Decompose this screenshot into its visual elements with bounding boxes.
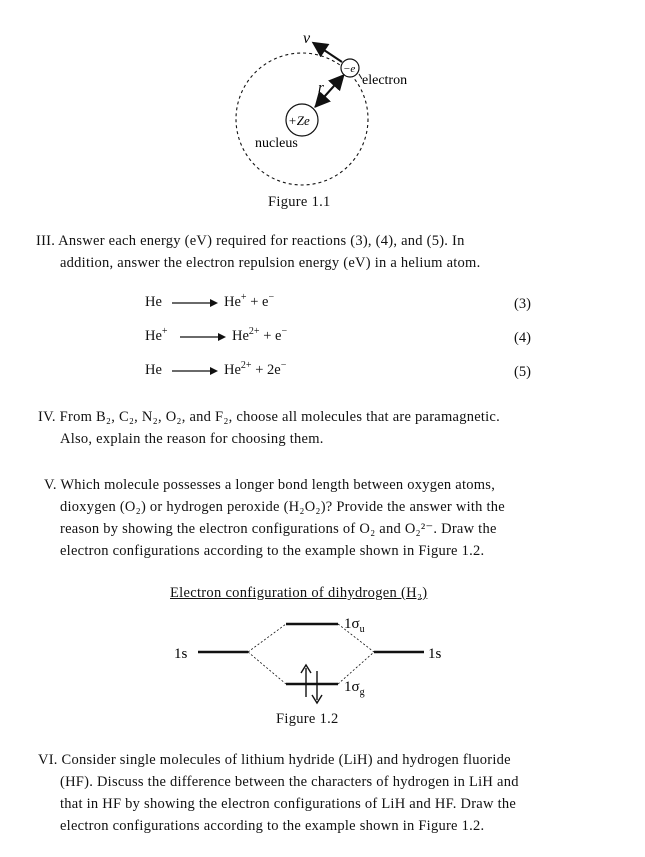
reaction-rhs: $He^{2+} + 2e^-$ (224, 360, 287, 378)
q6-line-2: (HF). Discuss the difference between the characters of hydrogen in LiH and (60, 774, 519, 790)
radius-label: r (318, 80, 324, 96)
reaction-lhs: He (145, 294, 162, 310)
q3-line-2: addition, answer the electron repulsion energy (eV) in a helium atom. (60, 255, 481, 271)
nucleus-label: nucleus (255, 136, 298, 151)
reaction-rhs: He+ + e− (224, 292, 275, 310)
left-1s-label: 1s (174, 646, 188, 662)
antibonding-label: $1\sigma_u$ (344, 616, 365, 635)
q3-line-1: III. Answer each energy (eV) required for reactions (3), (4), and (5). In (36, 233, 465, 249)
q4-line-2: Also, explain the reason for choosing them. (60, 431, 324, 447)
spin-down-arrow (312, 671, 322, 703)
figure-1-2 (0, 605, 645, 710)
velocity-arrow (315, 44, 342, 62)
equation-number: (5) (514, 364, 531, 380)
q6-line-3: that in HF by showing the electron configurations of LiH and HF. Draw the (60, 796, 517, 812)
equation-number: (3) (514, 296, 531, 312)
figure-1-2-caption: Figure 1.2 (276, 711, 339, 727)
bonding-label: $1\sigma_g$ (344, 679, 365, 698)
q5-line-3: reason by showing the electron configurations of O₂ and O₂²⁻. Draw the (60, 521, 497, 537)
velocity-label: v (303, 30, 311, 47)
q5-line-2: dioxygen (O₂) or hydrogen peroxide (H₂O₂)? Provide the answer with the (60, 499, 505, 515)
equation-number: (4) (514, 330, 531, 346)
q5-line-1: V. Which molecule possesses a longer bond length between oxygen atoms, (44, 477, 496, 493)
reaction-arrow (172, 296, 218, 310)
electron-charge: −e (343, 63, 356, 75)
nucleus-charge: +Ze (288, 113, 310, 128)
reaction-lhs: He (145, 362, 162, 378)
right-1s-label: 1s (428, 646, 442, 662)
figure-1-1-caption: Figure 1.1 (268, 194, 331, 210)
correlation-line (248, 652, 286, 684)
correlation-line (248, 624, 286, 652)
q5-line-4: electron configurations according to the example shown in Figure 1.2. (60, 543, 485, 559)
figure-1-1 (0, 0, 645, 215)
reaction-arrow (180, 330, 226, 344)
figure-1-2-title: Electron configuration of dihydrogen (H₂) (170, 585, 428, 601)
reaction-rhs: $He^{2+} + e^-$ (232, 326, 288, 344)
electron-label: electron (362, 73, 408, 88)
reaction-lhs: He+ (145, 326, 168, 344)
reaction-arrow (172, 364, 218, 378)
q4-line-1: IV. From B₂, C₂, N₂, O₂, and F₂, choose all molecules that are paramagnetic. (38, 409, 500, 425)
q6-line-1: VI. Consider single molecules of lithium hydride (LiH) and hydrogen fluoride (38, 752, 511, 768)
spin-up-arrow (301, 665, 311, 697)
q6-line-4: electron configurations according to the example shown in Figure 1.2. (60, 818, 485, 834)
